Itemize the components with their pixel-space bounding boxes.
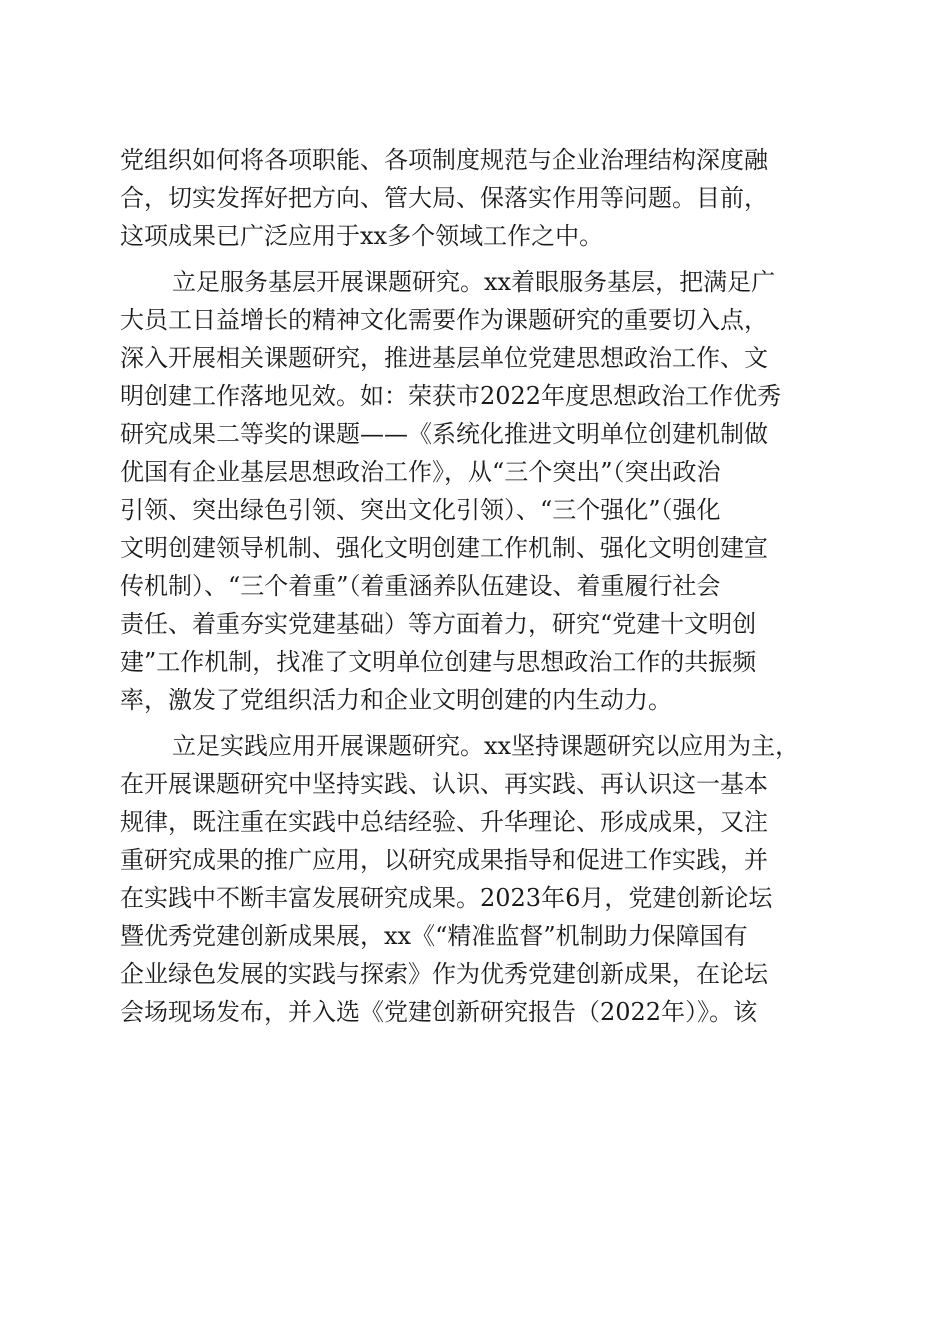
- text-line: 企业绿色发展的实践与探索》作为优秀党建创新成果，在论坛: [120, 960, 768, 988]
- text-line: 引领、突出绿色引领、突出文化引领）、“三个强化”（强化: [120, 496, 721, 524]
- text-line: 优国有企业基层思想政治工作》，从“三个突出”（突出政治: [120, 458, 721, 486]
- text-line: 研究成果二等奖的课题——《系统化推进文明单位创建机制做: [120, 420, 768, 448]
- text-line: 文明创建领导机制、强化文明创建工作机制、强化文明创建宣: [120, 534, 768, 562]
- text-line: 重研究成果的推广应用，以研究成果指导和促进工作实践，并: [120, 846, 768, 874]
- text-line: 这项成果已广泛应用于xx多个领域工作之中。: [120, 222, 604, 250]
- text-line: 大员工日益增长的精神文化需要作为课题研究的重要切入点，: [120, 306, 768, 334]
- text-line: 立足服务基层开展课题研究。xx着眼服务基层，把满足广: [172, 268, 776, 296]
- text-line: 明创建工作落地见效。如：荣获市2022年度思想政治工作优秀: [120, 382, 782, 410]
- text-line: 规律，既注重在实践中总结经验、升华理论、形成成果，又注: [120, 808, 768, 836]
- text-line: 暨优秀党建创新成果展，xx《“精准监督”机制助力保障国有: [120, 922, 748, 950]
- text-line: 在开展课题研究中坚持实践、认识、再实践、再认识这一基本: [120, 770, 768, 798]
- text-line: 会场现场发布，并入选《党建创新研究报告（2022年）》。该: [120, 998, 758, 1026]
- text-line: 立足实践应用开展课题研究。xx坚持课题研究以应用为主，: [172, 732, 800, 760]
- text-line: 深入开展相关课题研究，推进基层单位党建思想政治工作、文: [120, 344, 768, 372]
- text-line: 在实践中不断丰富发展研究成果。2023年6月，党建创新论坛: [120, 884, 773, 912]
- text-line: 传机制）、“三个着重”（着重涵养队伍建设、着重履行社会: [120, 572, 721, 600]
- document-body: [120, 141, 832, 1031]
- text-line: 合，切实发挥好把方向、管大局、保落实作用等问题。目前，: [120, 184, 768, 212]
- text-line: 建”工作机制，找准了文明单位创建与思想政治工作的共振频: [120, 648, 757, 676]
- text-line: 责任、着重夯实党建基础）等方面着力，研究“党建十文明创: [120, 610, 757, 638]
- text-line: 率，激发了党组织活力和企业文明创建的内生动力。: [120, 686, 672, 714]
- paragraph-3: [120, 727, 832, 1031]
- text-line: 党组织如何将各项职能、各项制度规范与企业治理结构深度融: [120, 146, 768, 174]
- paragraph-1: [120, 141, 832, 255]
- paragraph-2: [120, 263, 832, 719]
